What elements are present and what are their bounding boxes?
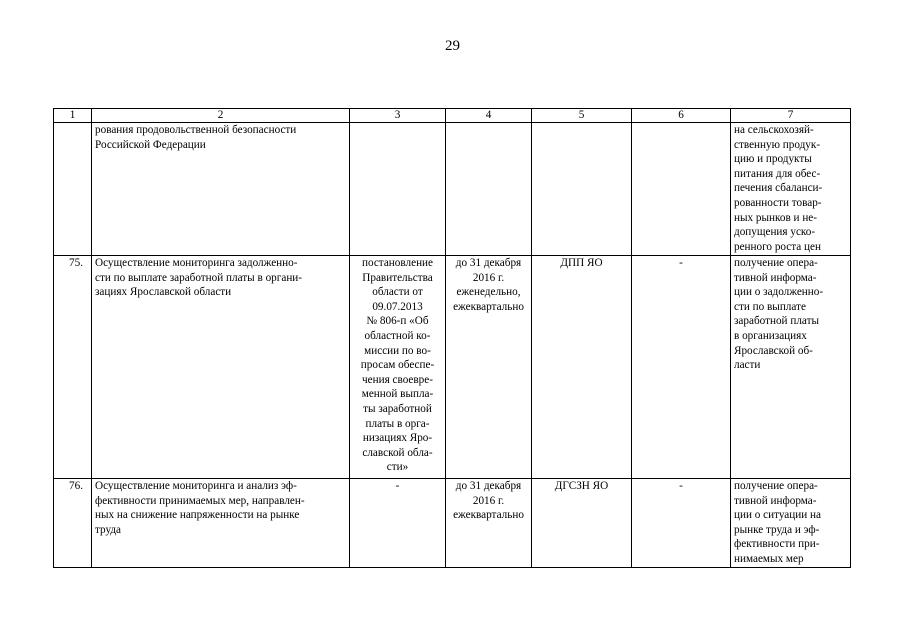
document-cell: постановление Правительства области от 09.07.2013 № 806-п «Об областной ко- миссии по во- просам обеспе- чения своевре- менной выпла- ты заработной платы в орга- низациях Яро- славской обла- сти» [350, 256, 446, 479]
page-number: 29 [445, 38, 460, 54]
row-number: 75. [54, 256, 92, 479]
header-cell-7: 7 [731, 109, 851, 123]
event-cell: рования продовольственной безопасности Российской Федерации [92, 123, 350, 256]
event-cell: Осуществление мониторинга и анализ эф- фективности принимаемых мер, направлен- ных на снижение напряженности на рынке труда [92, 479, 350, 568]
document-cell: - [350, 479, 446, 568]
executor-cell [532, 123, 632, 256]
header-cell-6: 6 [632, 109, 731, 123]
executor-cell: ДПП ЯО [532, 256, 632, 479]
table-row [54, 256, 851, 479]
col6-cell: - [632, 479, 731, 568]
plan-table [53, 108, 851, 568]
result-cell: на сельскохозяй- ственную продук- цию и продукты питания для обес- печения сбаланси- рованности товар- ных рынков и не- допущения уско- ренного роста цен [731, 123, 851, 256]
header-cell-3: 3 [350, 109, 446, 123]
col6-cell: - [632, 256, 731, 479]
result-cell: получение опера- тивной информа- ции о ситуации на рынке труда и эф- фективности при- нимаемых мер [731, 479, 851, 568]
deadline-cell: до 31 декабря 2016 г. еженедельно, ежеквартально [446, 256, 532, 479]
document-cell [350, 123, 446, 256]
header-cell-1: 1 [54, 109, 92, 123]
header-cell-5: 5 [532, 109, 632, 123]
header-row [54, 109, 851, 123]
table-row [54, 123, 851, 256]
header-cell-4: 4 [446, 109, 532, 123]
row-number [54, 123, 92, 256]
table-row [54, 479, 851, 568]
deadline-cell: до 31 декабря 2016 г. ежеквартально [446, 479, 532, 568]
executor-cell: ДГСЗН ЯО [532, 479, 632, 568]
col6-cell [632, 123, 731, 256]
deadline-cell [446, 123, 532, 256]
row-number: 76. [54, 479, 92, 568]
event-cell: Осуществление мониторинга задолженно- сти по выплате заработной платы в органи- зациях Ярославской области [92, 256, 350, 479]
header-cell-2: 2 [92, 109, 350, 123]
result-cell: получение опера- тивной информа- ции о задолженно- сти по выплате заработной платы в организациях Ярославской об- ласти [731, 256, 851, 479]
